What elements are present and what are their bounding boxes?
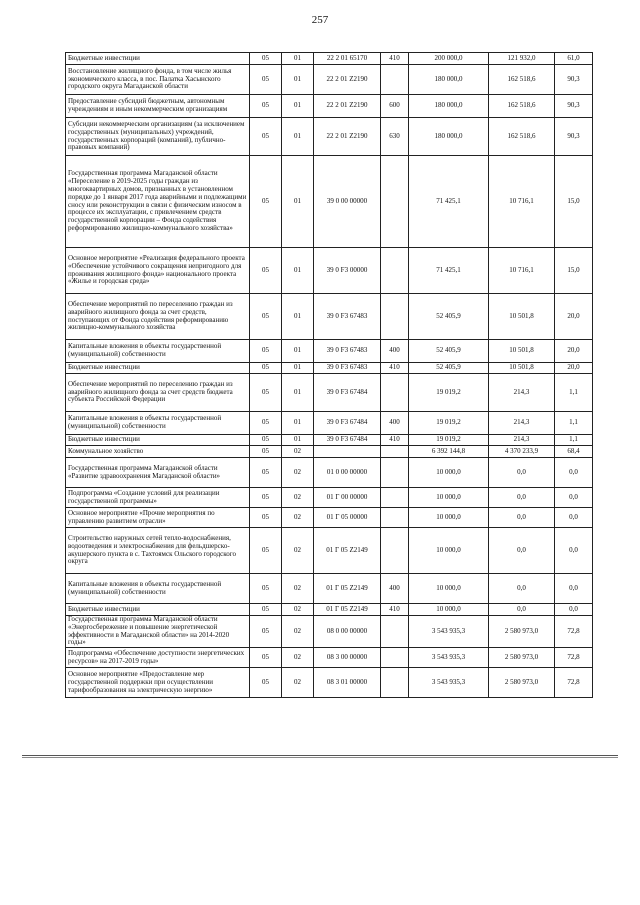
executed-amount-cell: 162 518,6 bbox=[489, 65, 555, 95]
executed-amount-cell: 10 501,8 bbox=[489, 294, 555, 340]
expense-type-cell bbox=[381, 508, 409, 528]
subsection-cell: 02 bbox=[282, 446, 314, 458]
execution-percent-cell: 20,0 bbox=[555, 340, 593, 363]
table-row bbox=[66, 446, 593, 458]
target-article-cell: 39 0 F3 67484 bbox=[314, 374, 381, 412]
execution-percent-cell: 61,0 bbox=[555, 53, 593, 65]
planned-amount-cell: 10 000,0 bbox=[409, 574, 489, 604]
row-name-cell: Бюджетные инвестиции bbox=[66, 604, 250, 616]
subsection-cell: 01 bbox=[282, 156, 314, 248]
table-row bbox=[66, 604, 593, 616]
footer-rule-secondary bbox=[22, 757, 618, 758]
row-name-cell: Основное мероприятие «Предоставление мер государственной поддержки при осуществлении тарифообразования на электрическую энергию» bbox=[66, 668, 250, 698]
planned-amount-cell: 180 000,0 bbox=[409, 65, 489, 95]
table-row bbox=[66, 95, 593, 118]
execution-percent-cell: 20,0 bbox=[555, 294, 593, 340]
row-name-cell: Коммунальное хозяйство bbox=[66, 446, 250, 458]
row-name-cell: Капитальные вложения в объекты государственной (муниципальной) собственности bbox=[66, 574, 250, 604]
subsection-cell: 02 bbox=[282, 458, 314, 488]
planned-amount-cell: 3 543 935,3 bbox=[409, 668, 489, 698]
subsection-cell: 02 bbox=[282, 488, 314, 508]
subsection-cell: 01 bbox=[282, 248, 314, 294]
section-cell: 05 bbox=[250, 412, 282, 435]
planned-amount-cell: 71 425,1 bbox=[409, 156, 489, 248]
expense-type-cell: 400 bbox=[381, 340, 409, 363]
planned-amount-cell: 3 543 935,3 bbox=[409, 648, 489, 668]
expense-type-cell: 410 bbox=[381, 435, 409, 446]
execution-percent-cell: 20,0 bbox=[555, 363, 593, 374]
executed-amount-cell: 121 932,0 bbox=[489, 53, 555, 65]
execution-percent-cell: 1,1 bbox=[555, 374, 593, 412]
subsection-cell: 01 bbox=[282, 340, 314, 363]
execution-percent-cell: 0,0 bbox=[555, 604, 593, 616]
section-cell: 05 bbox=[250, 528, 282, 574]
planned-amount-cell: 52 405,9 bbox=[409, 294, 489, 340]
footer-rule bbox=[22, 755, 618, 756]
subsection-cell: 01 bbox=[282, 53, 314, 65]
planned-amount-cell: 6 392 144,8 bbox=[409, 446, 489, 458]
execution-percent-cell: 1,1 bbox=[555, 435, 593, 446]
row-name-cell: Капитальные вложения в объекты государственной (муниципальной) собственности bbox=[66, 412, 250, 435]
executed-amount-cell: 2 580 973,0 bbox=[489, 616, 555, 648]
target-article-cell: 08 3 01 00000 bbox=[314, 668, 381, 698]
subsection-cell: 01 bbox=[282, 95, 314, 118]
section-cell: 05 bbox=[250, 53, 282, 65]
table-row bbox=[66, 294, 593, 340]
expense-type-cell bbox=[381, 488, 409, 508]
section-cell: 05 bbox=[250, 65, 282, 95]
row-name-cell: Строительство наружных сетей тепло-водоснабжения, водоотведения и электроснабжения для фельдшерско-акушерского пункта в с. Тахтоямск Ольского городского округа bbox=[66, 528, 250, 574]
section-cell: 05 bbox=[250, 604, 282, 616]
executed-amount-cell: 0,0 bbox=[489, 528, 555, 574]
executed-amount-cell: 214,3 bbox=[489, 374, 555, 412]
planned-amount-cell: 10 000,0 bbox=[409, 488, 489, 508]
execution-percent-cell: 0,0 bbox=[555, 488, 593, 508]
executed-amount-cell: 214,3 bbox=[489, 435, 555, 446]
section-cell: 05 bbox=[250, 248, 282, 294]
section-cell: 05 bbox=[250, 435, 282, 446]
executed-amount-cell: 214,3 bbox=[489, 412, 555, 435]
subsection-cell: 01 bbox=[282, 118, 314, 156]
execution-percent-cell: 0,0 bbox=[555, 458, 593, 488]
table-row bbox=[66, 648, 593, 668]
expense-type-cell: 410 bbox=[381, 363, 409, 374]
expense-type-cell bbox=[381, 374, 409, 412]
execution-percent-cell: 68,4 bbox=[555, 446, 593, 458]
expense-type-cell bbox=[381, 648, 409, 668]
execution-percent-cell: 15,0 bbox=[555, 248, 593, 294]
execution-percent-cell: 72,8 bbox=[555, 616, 593, 648]
target-article-cell: 39 0 F3 67483 bbox=[314, 340, 381, 363]
target-article-cell: 22 2 01 65170 bbox=[314, 53, 381, 65]
subsection-cell: 02 bbox=[282, 508, 314, 528]
target-article-cell: 01 0 00 00000 bbox=[314, 458, 381, 488]
row-name-cell: Обеспечение мероприятий по переселению граждан из аварийного жилищного фонда за счет средств бюджета субъекта Российской Федерации bbox=[66, 374, 250, 412]
row-name-cell: Бюджетные инвестиции bbox=[66, 53, 250, 65]
table-row bbox=[66, 65, 593, 95]
target-article-cell: 39 0 F3 67483 bbox=[314, 294, 381, 340]
section-cell: 05 bbox=[250, 574, 282, 604]
row-name-cell: Восстановление жилищного фонда, в том числе жилья экономического класса, в пос. Палатка Хасынского городского округа Магаданской области bbox=[66, 65, 250, 95]
row-name-cell: Бюджетные инвестиции bbox=[66, 435, 250, 446]
section-cell: 05 bbox=[250, 508, 282, 528]
row-name-cell: Государственная программа Магаданской области «Энергосбережение и повышение энергетической эффективности в Магаданской области» на 2014-2020 годы» bbox=[66, 616, 250, 648]
table-row bbox=[66, 488, 593, 508]
section-cell: 05 bbox=[250, 118, 282, 156]
target-article-cell: 01 Г 05 Z2149 bbox=[314, 528, 381, 574]
expense-type-cell bbox=[381, 65, 409, 95]
execution-percent-cell: 15,0 bbox=[555, 156, 593, 248]
table-row bbox=[66, 508, 593, 528]
budget-table bbox=[65, 52, 593, 698]
table-row bbox=[66, 616, 593, 648]
planned-amount-cell: 52 405,9 bbox=[409, 363, 489, 374]
executed-amount-cell: 162 518,6 bbox=[489, 118, 555, 156]
page-number: 257 bbox=[311, 14, 329, 26]
planned-amount-cell: 10 000,0 bbox=[409, 528, 489, 574]
section-cell: 05 bbox=[250, 156, 282, 248]
table-row bbox=[66, 528, 593, 574]
expense-type-cell bbox=[381, 156, 409, 248]
table-row bbox=[66, 156, 593, 248]
subsection-cell: 01 bbox=[282, 65, 314, 95]
planned-amount-cell: 52 405,9 bbox=[409, 340, 489, 363]
target-article-cell: 39 0 F3 67484 bbox=[314, 412, 381, 435]
target-article-cell: 01 Г 05 00000 bbox=[314, 508, 381, 528]
target-article-cell: 39 0 F3 67484 bbox=[314, 435, 381, 446]
executed-amount-cell: 0,0 bbox=[489, 574, 555, 604]
expense-type-cell bbox=[381, 616, 409, 648]
table-row bbox=[66, 574, 593, 604]
row-name-cell: Основное мероприятие «Реализация федерального проекта «Обеспечение устойчивого сокращения непригодного для проживания жилищного фонда» национального проекта «Жилье и городская среда» bbox=[66, 248, 250, 294]
table-row bbox=[66, 248, 593, 294]
planned-amount-cell: 71 425,1 bbox=[409, 248, 489, 294]
subsection-cell: 01 bbox=[282, 435, 314, 446]
expense-type-cell bbox=[381, 446, 409, 458]
row-name-cell: Основное мероприятие «Прочие мероприятия по управлению развитием отрасли» bbox=[66, 508, 250, 528]
section-cell: 05 bbox=[250, 294, 282, 340]
row-name-cell: Капитальные вложения в объекты государственной (муниципальной) собственности bbox=[66, 340, 250, 363]
table-row bbox=[66, 668, 593, 698]
table-row bbox=[66, 435, 593, 446]
section-cell: 05 bbox=[250, 95, 282, 118]
target-article-cell: 01 Г 05 Z2149 bbox=[314, 574, 381, 604]
row-name-cell: Подпрограмма «Создание условий для реализации государственной программы» bbox=[66, 488, 250, 508]
executed-amount-cell: 2 580 973,0 bbox=[489, 668, 555, 698]
planned-amount-cell: 10 000,0 bbox=[409, 458, 489, 488]
section-cell: 05 bbox=[250, 340, 282, 363]
expense-type-cell: 400 bbox=[381, 412, 409, 435]
execution-percent-cell: 72,8 bbox=[555, 648, 593, 668]
planned-amount-cell: 19 019,2 bbox=[409, 435, 489, 446]
target-article-cell bbox=[314, 446, 381, 458]
table-row bbox=[66, 458, 593, 488]
target-article-cell: 39 0 F3 00000 bbox=[314, 248, 381, 294]
planned-amount-cell: 10 000,0 bbox=[409, 508, 489, 528]
section-cell: 05 bbox=[250, 488, 282, 508]
expense-type-cell bbox=[381, 668, 409, 698]
executed-amount-cell: 2 580 973,0 bbox=[489, 648, 555, 668]
executed-amount-cell: 0,0 bbox=[489, 508, 555, 528]
subsection-cell: 01 bbox=[282, 412, 314, 435]
row-name-cell: Обеспечение мероприятий по переселению граждан из аварийного жилищного фонда за счет средств, поступающих от Фонда содействия реформированию жилищно-коммунального хозяйства bbox=[66, 294, 250, 340]
execution-percent-cell: 0,0 bbox=[555, 574, 593, 604]
expense-type-cell: 630 bbox=[381, 118, 409, 156]
execution-percent-cell: 1,1 bbox=[555, 412, 593, 435]
subsection-cell: 02 bbox=[282, 574, 314, 604]
expense-type-cell bbox=[381, 528, 409, 574]
planned-amount-cell: 3 543 935,3 bbox=[409, 616, 489, 648]
execution-percent-cell: 72,8 bbox=[555, 668, 593, 698]
section-cell: 05 bbox=[250, 668, 282, 698]
planned-amount-cell: 19 019,2 bbox=[409, 374, 489, 412]
planned-amount-cell: 180 000,0 bbox=[409, 118, 489, 156]
expense-type-cell bbox=[381, 248, 409, 294]
budget-table-body bbox=[66, 53, 593, 698]
target-article-cell: 08 0 00 00000 bbox=[314, 616, 381, 648]
table-row bbox=[66, 118, 593, 156]
row-name-cell: Государственная программа Магаданской области «Переселение в 2019-2025 годы граждан из многоквартирных домов, признанных в установленном порядке до 1 января 2017 года аварийными и подлежащими сносу или реконструкции в связи с физическим износом в процессе их эксплуатации, с привлечением средств государственной корпорации – Фонда содействия реформированию жилищно-коммунального хозяйства» bbox=[66, 156, 250, 248]
subsection-cell: 02 bbox=[282, 616, 314, 648]
row-name-cell: Субсидии некоммерческим организациям (за исключением государственных (муниципальных) учреждений, государственных корпораций (компаний), публично-правовых компаний) bbox=[66, 118, 250, 156]
expense-type-cell: 410 bbox=[381, 53, 409, 65]
expense-type-cell: 410 bbox=[381, 604, 409, 616]
expense-type-cell bbox=[381, 458, 409, 488]
row-name-cell: Бюджетные инвестиции bbox=[66, 363, 250, 374]
execution-percent-cell: 90,3 bbox=[555, 65, 593, 95]
table-row bbox=[66, 412, 593, 435]
expense-type-cell: 400 bbox=[381, 574, 409, 604]
section-cell: 05 bbox=[250, 363, 282, 374]
executed-amount-cell: 0,0 bbox=[489, 604, 555, 616]
planned-amount-cell: 200 000,0 bbox=[409, 53, 489, 65]
target-article-cell: 39 0 00 00000 bbox=[314, 156, 381, 248]
expense-type-cell: 600 bbox=[381, 95, 409, 118]
subsection-cell: 01 bbox=[282, 363, 314, 374]
section-cell: 05 bbox=[250, 458, 282, 488]
executed-amount-cell: 4 370 233,9 bbox=[489, 446, 555, 458]
row-name-cell: Подпрограмма «Обеспечение доступности энергетических ресурсов» на 2017-2019 годы» bbox=[66, 648, 250, 668]
section-cell: 05 bbox=[250, 446, 282, 458]
executed-amount-cell: 162 518,6 bbox=[489, 95, 555, 118]
execution-percent-cell: 0,0 bbox=[555, 508, 593, 528]
subsection-cell: 02 bbox=[282, 604, 314, 616]
executed-amount-cell: 0,0 bbox=[489, 488, 555, 508]
row-name-cell: Предоставление субсидий бюджетным, автономным учреждениям и иным некоммерческим организациям bbox=[66, 95, 250, 118]
target-article-cell: 08 3 00 00000 bbox=[314, 648, 381, 668]
target-article-cell: 22 2 01 Z2190 bbox=[314, 95, 381, 118]
section-cell: 05 bbox=[250, 648, 282, 668]
table-row bbox=[66, 374, 593, 412]
subsection-cell: 01 bbox=[282, 374, 314, 412]
planned-amount-cell: 10 000,0 bbox=[409, 604, 489, 616]
execution-percent-cell: 0,0 bbox=[555, 528, 593, 574]
target-article-cell: 22 2 01 Z2190 bbox=[314, 118, 381, 156]
expense-type-cell bbox=[381, 294, 409, 340]
executed-amount-cell: 10 501,8 bbox=[489, 340, 555, 363]
target-article-cell: 39 0 F3 67483 bbox=[314, 363, 381, 374]
executed-amount-cell: 10 501,8 bbox=[489, 363, 555, 374]
section-cell: 05 bbox=[250, 616, 282, 648]
subsection-cell: 02 bbox=[282, 668, 314, 698]
row-name-cell: Государственная программа Магаданской области «Развитие здравоохранения Магаданской области» bbox=[66, 458, 250, 488]
executed-amount-cell: 10 716,1 bbox=[489, 156, 555, 248]
target-article-cell: 01 Г 05 Z2149 bbox=[314, 604, 381, 616]
section-cell: 05 bbox=[250, 374, 282, 412]
executed-amount-cell: 10 716,1 bbox=[489, 248, 555, 294]
table-row bbox=[66, 363, 593, 374]
target-article-cell: 01 Г 00 00000 bbox=[314, 488, 381, 508]
table-row bbox=[66, 53, 593, 65]
planned-amount-cell: 180 000,0 bbox=[409, 95, 489, 118]
table-row bbox=[66, 340, 593, 363]
execution-percent-cell: 90,3 bbox=[555, 95, 593, 118]
planned-amount-cell: 19 019,2 bbox=[409, 412, 489, 435]
executed-amount-cell: 0,0 bbox=[489, 458, 555, 488]
subsection-cell: 02 bbox=[282, 648, 314, 668]
target-article-cell: 22 2 01 Z2190 bbox=[314, 65, 381, 95]
subsection-cell: 02 bbox=[282, 528, 314, 574]
subsection-cell: 01 bbox=[282, 294, 314, 340]
execution-percent-cell: 90,3 bbox=[555, 118, 593, 156]
